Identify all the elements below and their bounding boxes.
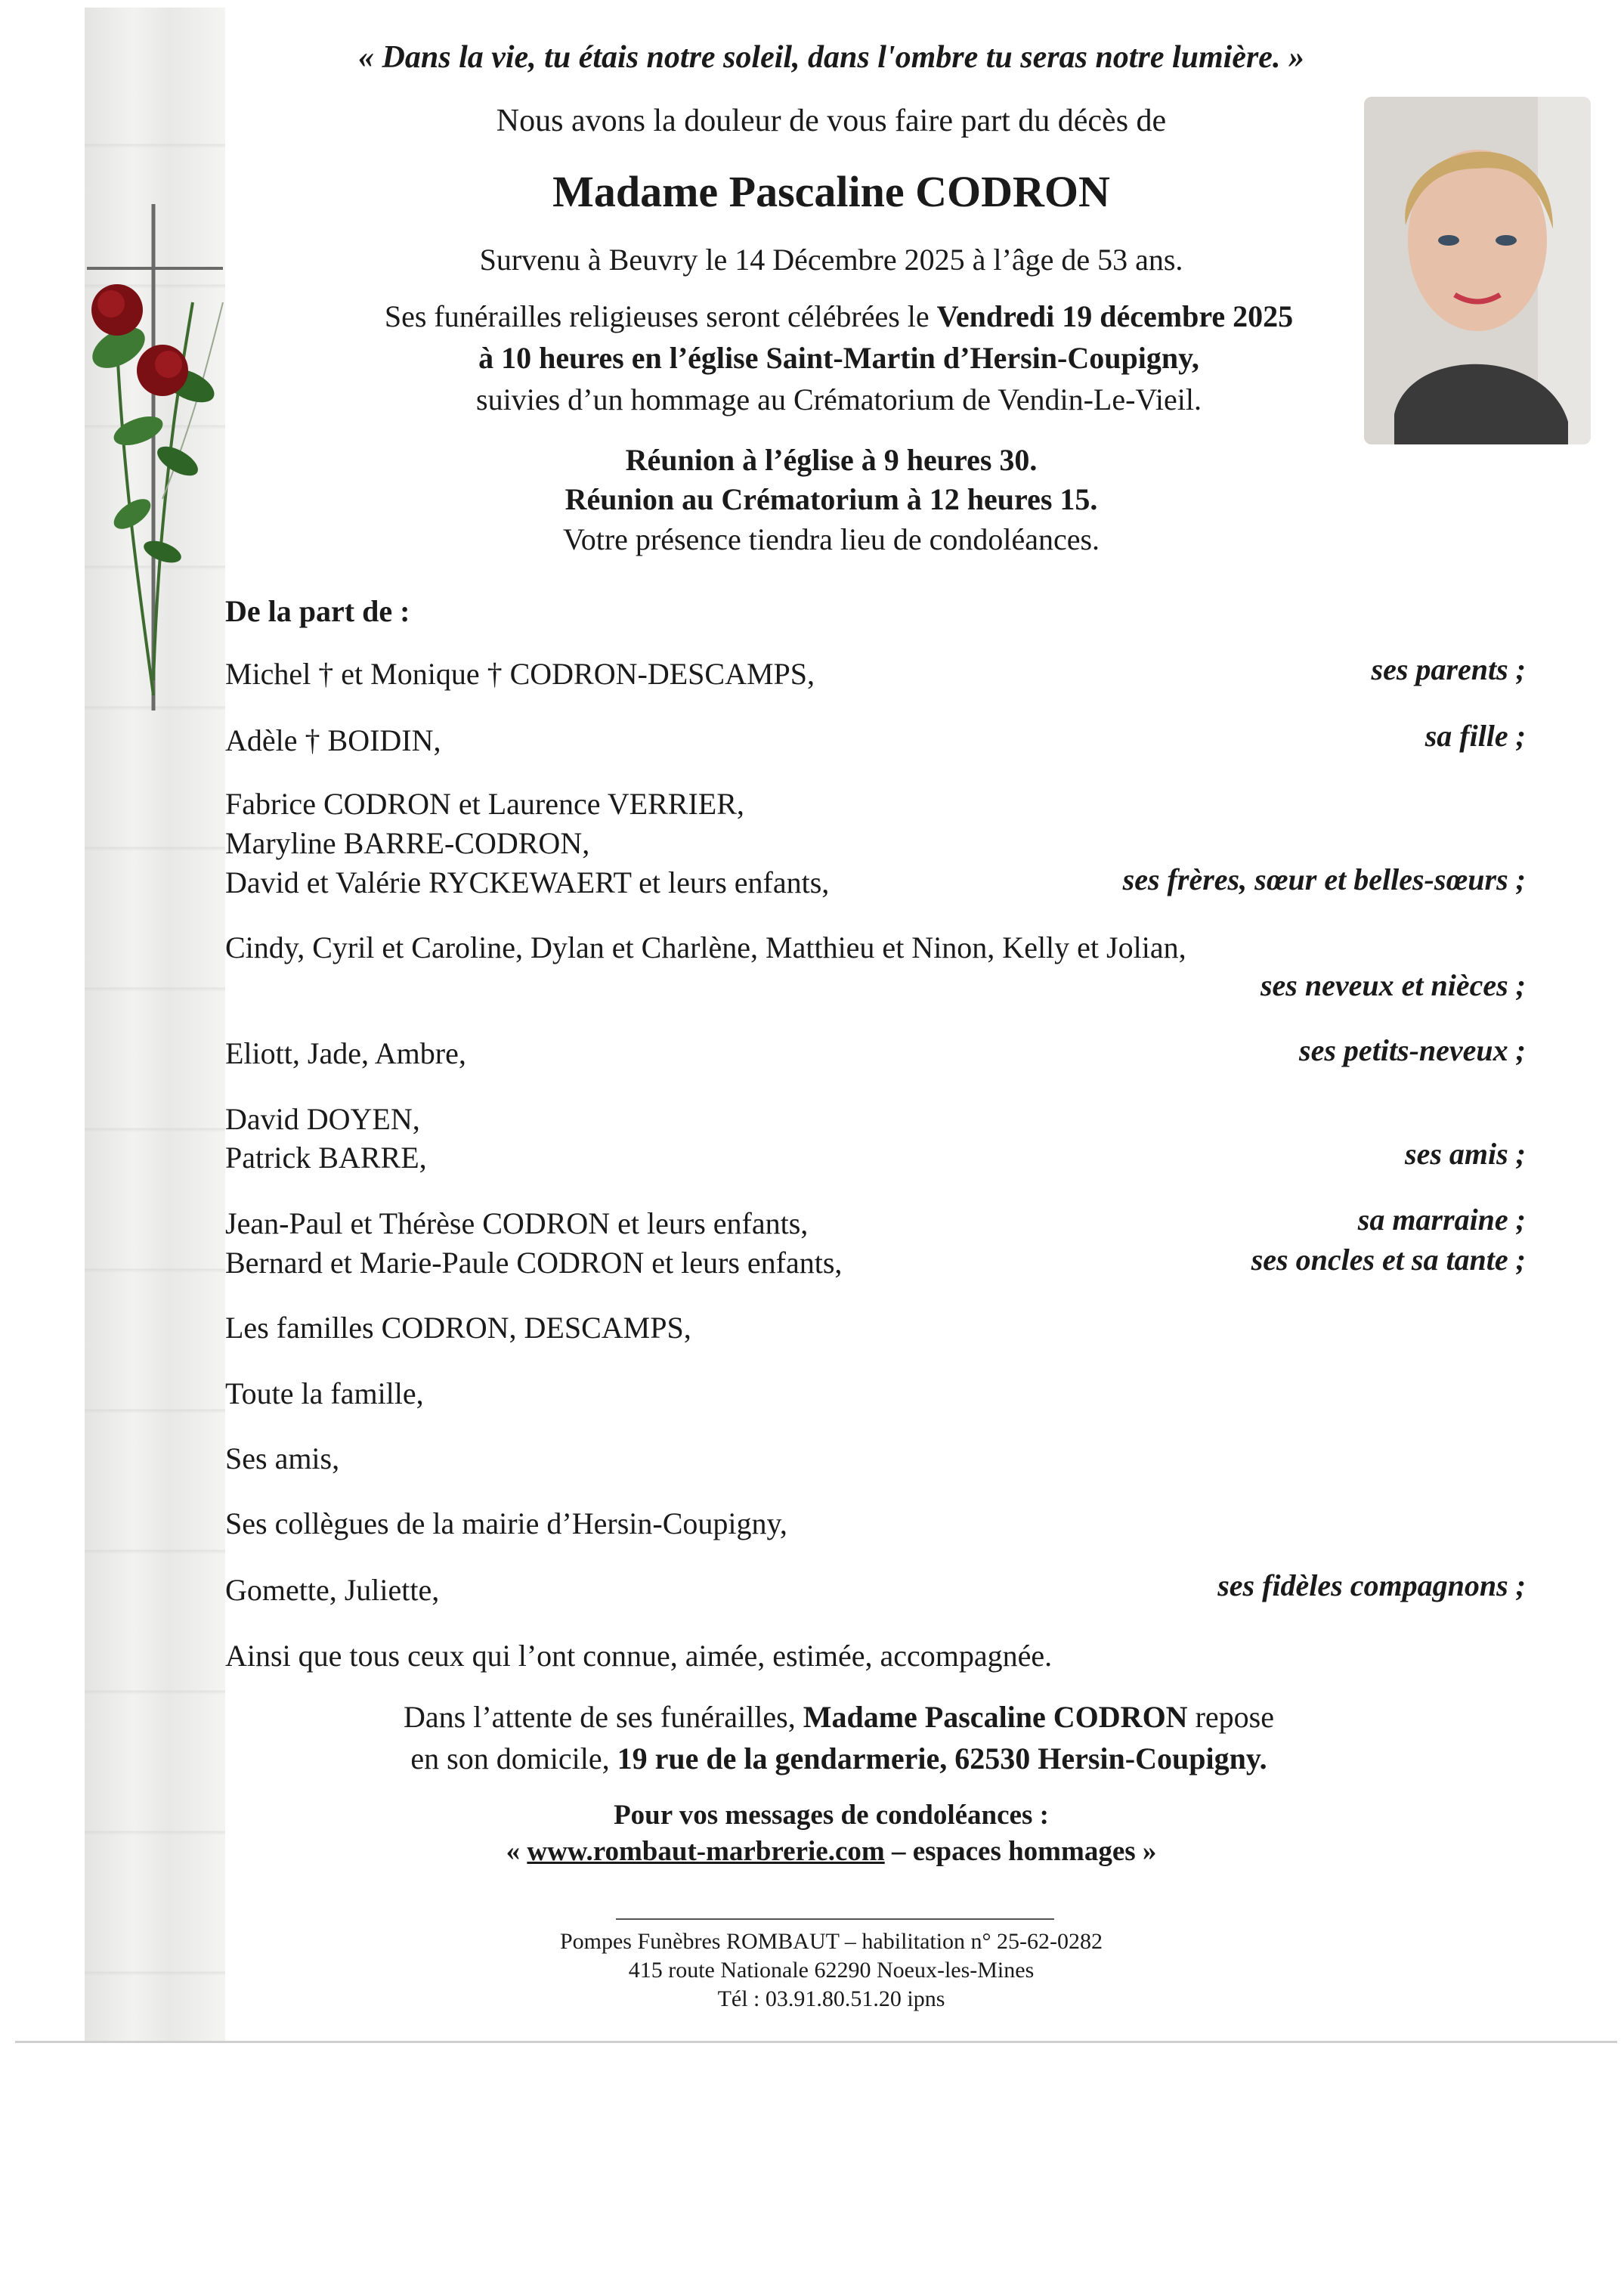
godmother-relation: sa marraine ;: [1357, 1203, 1526, 1237]
deceased-name: Madame Pascaline CODRON: [552, 167, 1110, 216]
nephews-names: Cindy, Cyril et Caroline, Dylan et Charlène, Matthieu et Ninon, Kelly et Jolian,: [225, 930, 1186, 964]
friends-line-2: Patrick BARRE,: [225, 1141, 427, 1175]
funeral-line-1: Ses funérailles religieuses seront célébrées le Vendredi 19 décembre 2025: [384, 299, 1294, 333]
friends-general-line: Ses amis,: [225, 1441, 340, 1475]
godmother-name: Jean-Paul et Thérèse CODRON et leurs enfants,: [225, 1206, 809, 1240]
footer-address: 415 route Nationale 62290 Noeux-les-Mines: [628, 1958, 1035, 1983]
messages-link-line: « www.rombaut-marbrerie.com – espaces hommages »: [506, 1836, 1157, 1867]
daughter-relation: sa fille ;: [1424, 719, 1526, 753]
parents-names: Michel † et Monique † CODRON-DESCAMPS,: [225, 657, 815, 691]
companions-relation: ses fidèles compagnons ;: [1217, 1568, 1526, 1602]
from-label: De la part de :: [225, 594, 410, 628]
parents-relation: ses parents ;: [1371, 652, 1526, 686]
siblings-line-1: Fabrice CODRON et Laurence VERRIER,: [225, 787, 744, 821]
nephews-relation: ses neveux et nièces ;: [1260, 968, 1526, 1002]
memorial-quote: « Dans la vie, tu étais notre soleil, dans l'ombre tu seras notre lumière. »: [358, 40, 1304, 75]
daughter-name: Adèle † BOIDIN,: [225, 723, 441, 757]
colleagues-line: Ses collègues de la mairie d’Hersin-Coupigny,: [225, 1506, 787, 1540]
funeral-line-2: à 10 heures en l’église Saint-Martin d’Hersin-Coupigny,: [478, 341, 1199, 375]
page-bottom-edge: [15, 2041, 1617, 2043]
siblings-line-2: Maryline BARRE-CODRON,: [225, 826, 590, 860]
messages-title: Pour vos messages de condoléances :: [614, 1800, 1049, 1831]
cross-and-roses-icon: [72, 197, 253, 726]
footer-phone: Tél : 03.91.80.51.20 ipns: [717, 1986, 945, 2011]
whole-family-line: Toute la famille,: [225, 1376, 424, 1410]
condolences-website-link[interactable]: www.rombaut-marbrerie.com: [527, 1836, 885, 1867]
footer-divider: [616, 1918, 1054, 1920]
funeral-line-3: suivies d’un hommage au Crématorium de Vendin-Le-Vieil.: [476, 382, 1202, 416]
uncles-name: Bernard et Marie-Paule CODRON et leurs enfants,: [225, 1246, 843, 1280]
all-others-line: Ainsi que tous ceux qui l’ont connue, aimée, estimée, accompagnée.: [225, 1639, 1053, 1673]
uncles-relation: ses oncles et sa tante ;: [1251, 1243, 1526, 1277]
rest-line-2: en son domicile, 19 rue de la gendarmerie, 62530 Hersin-Coupigny.: [410, 1741, 1267, 1775]
siblings-line-3: David et Valérie RYCKEWAERT et leurs enfants,: [225, 865, 830, 899]
church-meeting: Réunion à l’église à 9 heures 30.: [625, 443, 1038, 477]
friends-relation: ses amis ;: [1405, 1137, 1526, 1171]
footer-company: Pompes Funèbres ROMBAUT – habilitation n° 25-62-0282: [559, 1929, 1103, 1954]
grandnephews-names: Eliott, Jade, Ambre,: [225, 1036, 466, 1070]
condolences-note: Votre présence tiendra lieu de condoléances.: [562, 522, 1100, 556]
grandnephews-relation: ses petits-neveux ;: [1299, 1033, 1526, 1067]
crematorium-meeting: Réunion au Crématorium à 12 heures 15.: [565, 482, 1098, 516]
families-line: Les familles CODRON, DESCAMPS,: [225, 1311, 691, 1345]
announcement-intro: Nous avons la douleur de vous faire part du décès de: [496, 104, 1167, 138]
companions-names: Gomette, Juliette,: [225, 1573, 440, 1607]
rest-line-1: Dans l’attente de ses funérailles, Madame Pascaline CODRON repose: [404, 1700, 1274, 1734]
death-info: Survenu à Beuvry le 14 Décembre 2025 à l’âge de 53 ans.: [479, 243, 1183, 277]
friends-line-1: David DOYEN,: [225, 1102, 420, 1136]
siblings-relation: ses frères, sœur et belles-sœurs ;: [1122, 862, 1526, 896]
